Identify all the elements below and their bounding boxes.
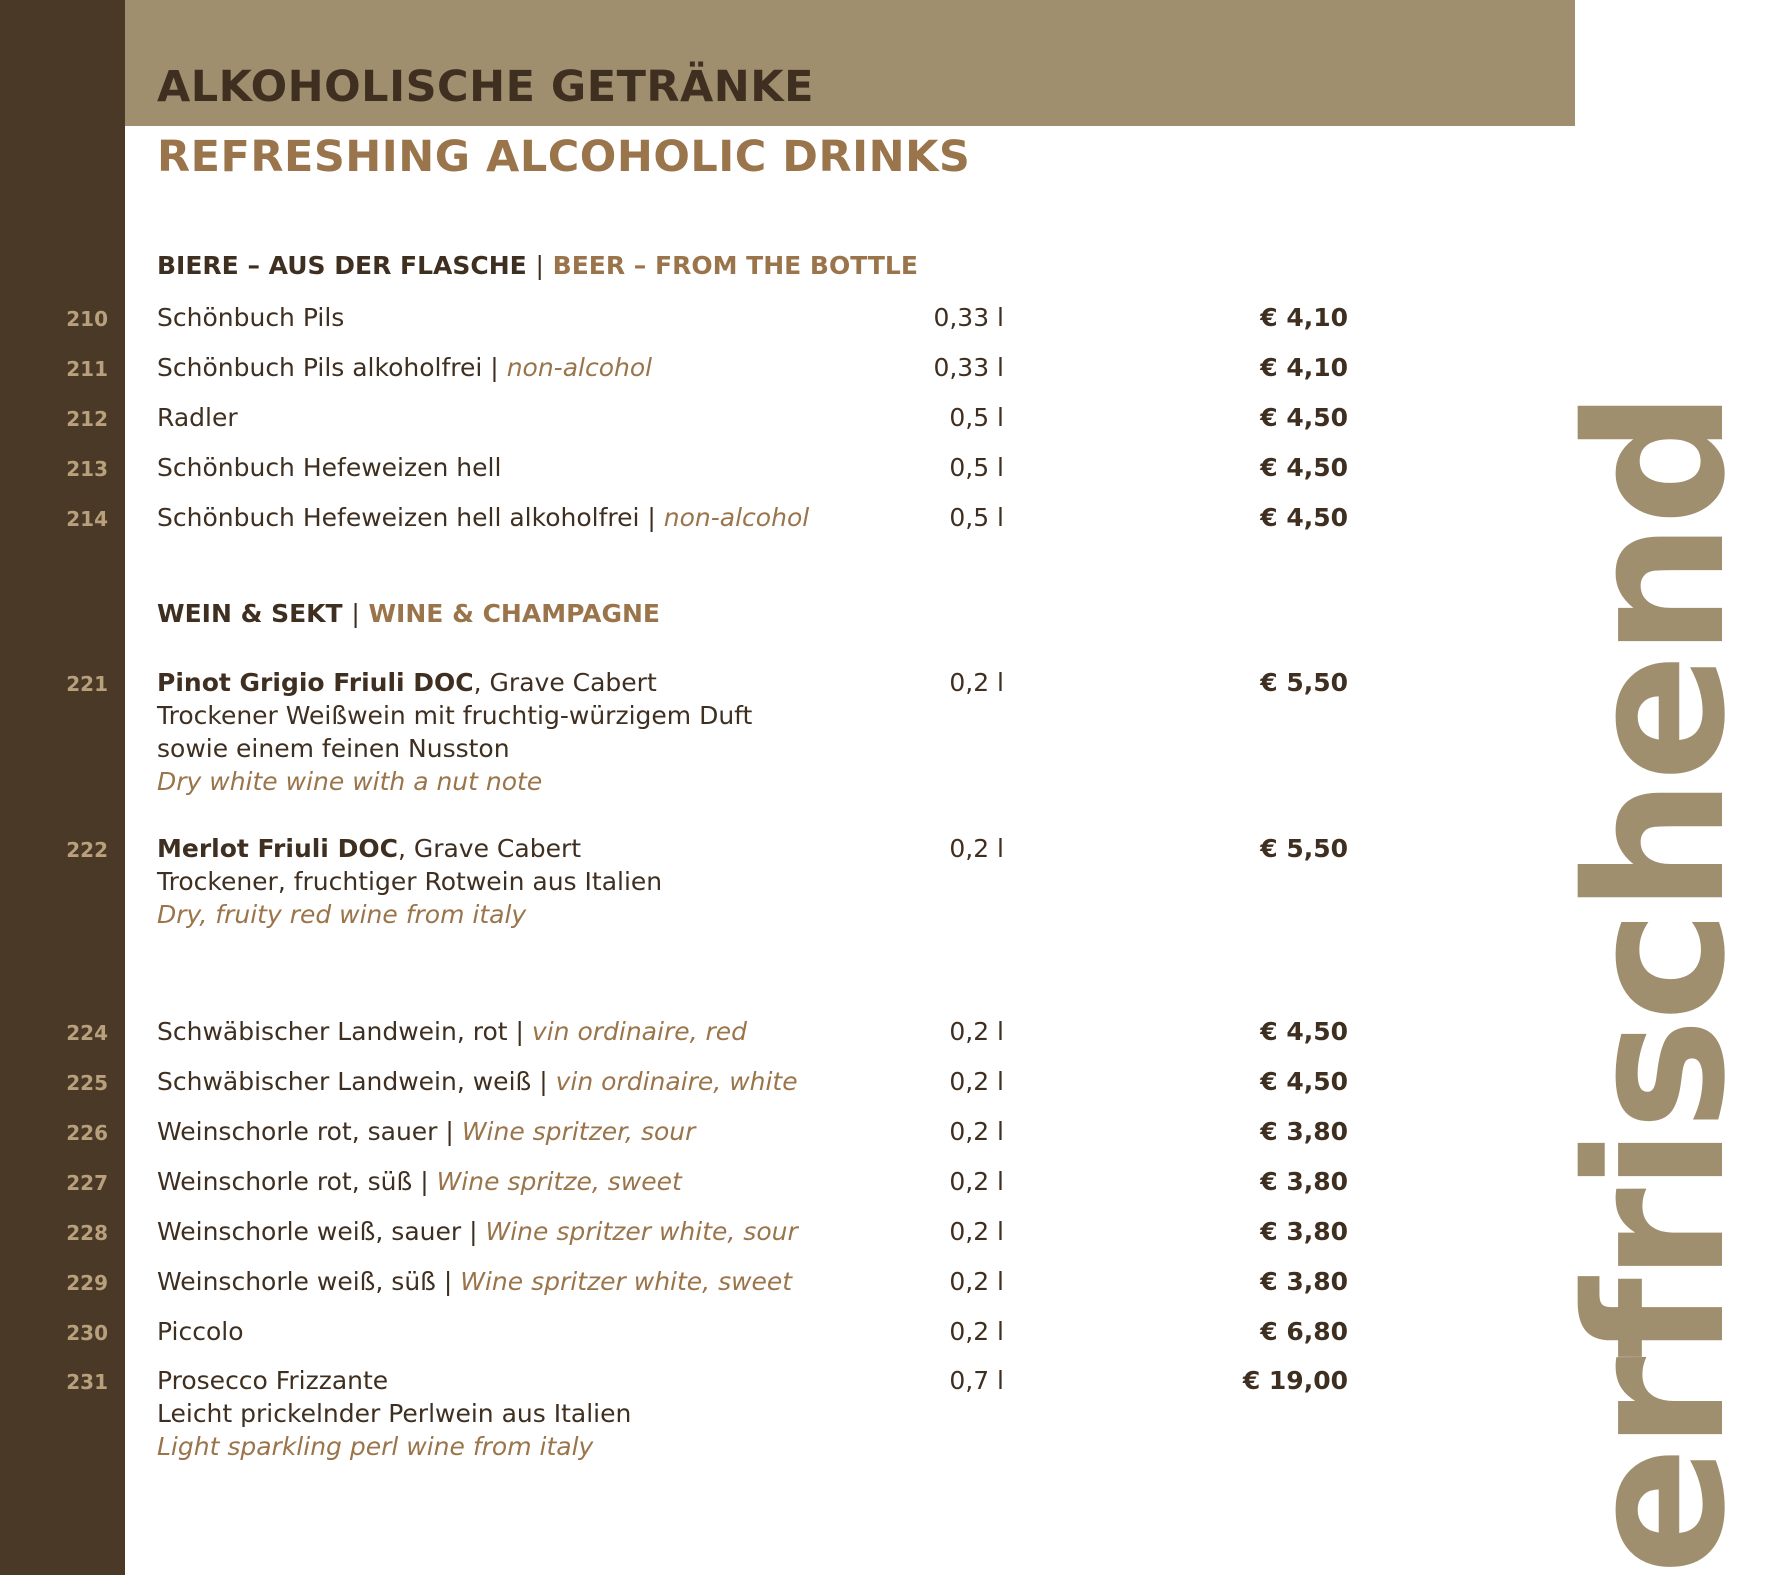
item-name [157,832,581,865]
item-number: 214 [66,507,108,531]
item-name-english: Wine spritzer white, sweet [460,1267,793,1296]
item-name [157,1165,682,1198]
item-volume: 0,2 l [949,1067,1004,1096]
item-number: 212 [66,407,108,431]
section-heading-wine [157,599,660,628]
item-name-english: vin ordinaire, white [555,1067,798,1096]
section-heading-beer [157,251,918,280]
pipe-separator: | [490,353,499,382]
item-name-english: non-alcohol [506,353,653,382]
item-price: € 19,00 [1242,1366,1348,1395]
item-number: 225 [66,1071,108,1095]
item-price: € 3,80 [1260,1217,1348,1246]
item-number: 210 [66,307,108,331]
pipe-separator: | [515,1017,524,1046]
item-description: Trockener Weißwein mit fruchtig-würzigem Duft [157,701,753,730]
item-name-english: non-alcohol [663,503,810,532]
item-price: € 4,10 [1260,353,1348,382]
item-number: 221 [66,672,108,696]
section-heading-de: WEIN & SEKT [157,599,343,628]
pipe-separator: | [420,1167,429,1196]
item-name-text: Schönbuch Pils alkoholfrei [157,353,483,382]
item-name-english: Wine spritze, sweet [436,1167,682,1196]
item-producer: , Grave Cabert [473,668,657,697]
item-name-english: vin ordinaire, red [531,1017,748,1046]
item-volume: 0,2 l [949,668,1004,697]
pipe-separator: | [647,503,656,532]
item-name [157,301,344,334]
item-volume: 0,5 l [949,453,1004,482]
item-volume: 0,2 l [949,1117,1004,1146]
item-name-text: Piccolo [157,1317,244,1346]
page-title-german: ALKOHOLISCHE GETRÄNKE [157,62,814,112]
item-volume: 0,5 l [949,503,1004,532]
section-heading-en: BEER – FROM THE BOTTLE [552,251,918,280]
item-name-text: Prosecco Frizzante [157,1366,389,1395]
item-volume: 0,33 l [933,353,1004,382]
item-volume: 0,2 l [949,1217,1004,1246]
pipe-separator: | [445,1117,454,1146]
item-volume: 0,7 l [949,1366,1004,1395]
item-description-english: Dry white wine with a nut note [157,767,543,796]
item-number: 222 [66,838,108,862]
item-price: € 4,50 [1260,403,1348,432]
page-title-english: REFRESHING ALCOHOLIC DRINKS [157,132,971,182]
pipe-separator: | [443,1267,453,1296]
decorative-vertical-word: erfrischend [1546,393,1767,1575]
item-name [157,1215,798,1248]
item-price: € 4,50 [1260,1017,1348,1046]
item-name [157,451,501,484]
item-name-text: Schönbuch Pils [157,303,345,332]
item-name-text: Weinschorle rot, süß [157,1167,413,1196]
item-name [157,1364,388,1397]
item-price: € 4,50 [1260,1067,1348,1096]
item-volume: 0,2 l [949,834,1004,863]
item-number: 226 [66,1121,108,1145]
item-name-text: Weinschorle weiß, süß [157,1267,436,1296]
section-heading-en: WINE & CHAMPAGNE [368,599,660,628]
item-volume: 0,2 l [949,1267,1004,1296]
item-number: 230 [66,1321,108,1345]
item-number: 213 [66,457,108,481]
item-name-bold: Pinot Grigio Friuli DOC [157,668,474,697]
item-name [157,1065,798,1098]
item-price: € 6,80 [1260,1317,1348,1346]
item-name-text: Weinschorle weiß, sauer [157,1217,462,1246]
item-name-text: Radler [157,403,238,432]
item-name-text: Schwäbischer Landwein, weiß [157,1067,532,1096]
item-price: € 3,80 [1260,1167,1348,1196]
item-name [157,1265,792,1298]
item-description: Leicht prickelnder Perlwein aus Italien [157,1399,632,1428]
item-producer: , Grave Cabert [397,834,582,863]
item-name [157,1315,244,1348]
item-name-bold: Merlot Friuli DOC [157,834,398,863]
item-name-english: Wine spritzer, sour [461,1117,696,1146]
item-name [157,401,238,434]
item-number: 228 [66,1221,108,1245]
item-name-text: Schönbuch Hefeweizen hell [157,453,502,482]
item-volume: 0,2 l [949,1317,1004,1346]
item-volume: 0,5 l [949,403,1004,432]
item-volume: 0,33 l [933,303,1004,332]
item-price: € 4,10 [1260,303,1348,332]
item-price: € 4,50 [1260,503,1348,532]
item-number: 211 [66,357,108,381]
item-price: € 5,50 [1260,834,1348,863]
item-number: 224 [66,1021,108,1045]
item-description-english: Dry, fruity red wine from italy [157,900,527,929]
section-heading-separator: | [535,251,544,280]
item-description-english: Light sparkling perl wine from italy [157,1432,594,1461]
item-name [157,501,809,534]
section-heading-de: BIERE – AUS DER FLASCHE [157,251,527,280]
item-name-text: Schönbuch Hefeweizen hell alkoholfrei [157,503,640,532]
item-price: € 3,80 [1260,1267,1348,1296]
item-name-text: Schwäbischer Landwein, rot [157,1017,508,1046]
item-name [157,1015,747,1048]
item-name [157,351,652,384]
item-number: 231 [66,1370,108,1394]
pipe-separator: | [469,1217,478,1246]
item-number: 227 [66,1171,108,1195]
item-name [157,1115,695,1148]
item-price: € 3,80 [1260,1117,1348,1146]
item-volume: 0,2 l [949,1167,1004,1196]
item-name [157,666,657,699]
item-description: Trockener, fruchtiger Rotwein aus Italien [157,867,663,896]
pipe-separator: | [539,1067,548,1096]
item-volume: 0,2 l [949,1017,1004,1046]
item-number: 229 [66,1271,108,1295]
section-heading-separator: | [351,599,360,628]
item-name-text: Weinschorle rot, sauer [157,1117,438,1146]
item-price: € 5,50 [1260,668,1348,697]
item-name-english: Wine spritzer white, sour [485,1217,798,1246]
item-description: sowie einem feinen Nusston [157,734,510,763]
item-price: € 4,50 [1260,453,1348,482]
